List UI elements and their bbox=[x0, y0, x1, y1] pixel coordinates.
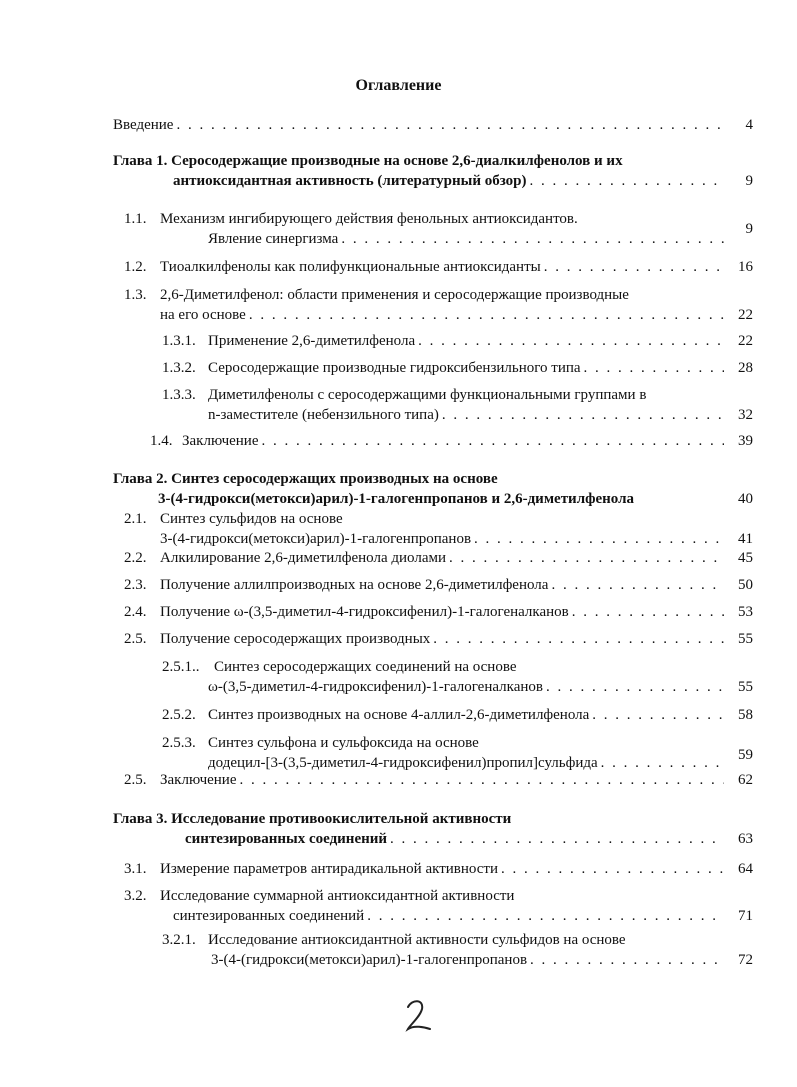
toc-page-number: 50 bbox=[738, 577, 753, 593]
dot-leader bbox=[449, 548, 724, 568]
toc-section-2-2[interactable] bbox=[124, 548, 753, 568]
section-title-line2: ω-(3,5-диметил-4-гидроксифенил)-1-галогеналканов bbox=[208, 679, 543, 695]
toc-section-2-5-3[interactable] bbox=[162, 733, 753, 773]
toc-section-2-5-1[interactable] bbox=[162, 657, 753, 697]
dot-leader bbox=[390, 829, 724, 849]
toc-page-number: 72 bbox=[738, 952, 753, 968]
toc-entry-text: Введение bbox=[113, 117, 174, 133]
toc-page-number: 28 bbox=[738, 360, 753, 376]
toc-section-2-5[interactable] bbox=[124, 629, 753, 649]
section-title-line1: Синтез серосодержащих соединений на основе bbox=[214, 659, 517, 675]
page-title: Оглавление bbox=[355, 77, 442, 94]
toc-section-1-3-2[interactable] bbox=[162, 358, 753, 378]
dot-leader bbox=[418, 331, 724, 351]
toc-section-3-2[interactable] bbox=[124, 886, 753, 926]
chapter-title-line1: Глава 2. Синтез серосодержащих производных на основе bbox=[113, 471, 498, 487]
section-number: 1.3.3. bbox=[162, 387, 196, 403]
section-title-line1: 2,6-Диметилфенол: области применения и серосодержащие производные bbox=[160, 287, 629, 303]
dot-leader bbox=[572, 602, 724, 622]
toc-section-2-1[interactable] bbox=[124, 509, 753, 549]
section-title-line1: Синтез сульфона и сульфоксида на основе bbox=[208, 735, 479, 751]
section-number: 2.1. bbox=[124, 511, 147, 527]
dot-leader bbox=[176, 115, 724, 135]
section-number: 2.5.3. bbox=[162, 735, 196, 751]
toc-section-3-1[interactable] bbox=[124, 859, 753, 879]
dot-leader bbox=[341, 229, 724, 249]
section-number: 2.5. bbox=[124, 772, 147, 788]
dot-leader bbox=[544, 257, 724, 277]
section-number: 1.3.1. bbox=[162, 333, 196, 349]
toc-section-3-2-1[interactable] bbox=[162, 930, 753, 970]
toc-page-number: 9 bbox=[745, 221, 753, 237]
toc-chapter-2[interactable] bbox=[113, 469, 753, 509]
dot-leader bbox=[442, 405, 724, 425]
dot-leader bbox=[592, 705, 724, 725]
section-title-line1: Диметилфенолы с серосодержащими функциональными группами в bbox=[208, 387, 647, 403]
dot-leader bbox=[530, 171, 724, 191]
section-title-line1: Механизм ингибирующего действия фенольных антиоксидантов. bbox=[160, 211, 578, 227]
section-number: 3.1. bbox=[124, 861, 147, 877]
section-title-line2: на его основе bbox=[160, 307, 246, 323]
section-title-line1: Исследование суммарной антиоксидантной активности bbox=[160, 888, 515, 904]
toc-page-number: 62 bbox=[738, 772, 753, 788]
toc-page-number: 64 bbox=[738, 861, 753, 877]
section-title-line2: n-заместителе (небензильного типа) bbox=[208, 407, 439, 423]
section-title: Получение серосодержащих производных bbox=[160, 631, 431, 647]
toc-page-number: 58 bbox=[738, 707, 753, 723]
section-title-line2: синтезированных соединений bbox=[173, 908, 365, 924]
dot-leader bbox=[530, 950, 724, 970]
section-number: 1.1. bbox=[124, 211, 147, 227]
toc-section-2-5-2[interactable] bbox=[162, 705, 753, 725]
section-number: 2.4. bbox=[124, 604, 147, 620]
section-number: 3.2.1. bbox=[162, 932, 196, 948]
section-title: Алкилирование 2,6-диметилфенола диолами bbox=[160, 550, 446, 566]
section-title: Получение ω-(3,5-диметил-4-гидроксифенил)-1-галогеналканов bbox=[160, 604, 569, 620]
toc-section-2-4[interactable] bbox=[124, 602, 753, 622]
section-title-line1: Исследование антиоксидантной активности сульфидов на основе bbox=[208, 932, 626, 948]
dot-leader bbox=[584, 358, 724, 378]
section-number: 1.2. bbox=[124, 259, 147, 275]
section-number: 2.5.2. bbox=[162, 707, 196, 723]
toc-section-1-3[interactable] bbox=[124, 285, 753, 325]
toc-section-1-1[interactable] bbox=[124, 209, 753, 249]
section-title-line1: Синтез сульфидов на основе bbox=[160, 511, 343, 527]
section-title: Заключение bbox=[182, 433, 259, 449]
toc-section-2-5-conclusion[interactable] bbox=[124, 770, 753, 790]
toc-page-number: 53 bbox=[738, 604, 753, 620]
toc-page-number: 22 bbox=[738, 307, 753, 323]
section-title-line2: 3-(4-гидрокси(метокси)арил)-1-галогенпропанов bbox=[160, 531, 472, 547]
toc-page-number: 22 bbox=[738, 333, 753, 349]
toc-entry-intro[interactable] bbox=[113, 115, 753, 135]
toc-page-number: 55 bbox=[738, 679, 753, 695]
handwritten-page-number-icon bbox=[400, 995, 440, 1035]
section-title: Измерение параметров антирадикальной активности bbox=[160, 861, 498, 877]
toc-section-2-3[interactable] bbox=[124, 575, 753, 595]
section-number: 1.4. bbox=[150, 433, 173, 449]
dot-leader bbox=[367, 906, 724, 926]
toc-page-number: 4 bbox=[745, 117, 753, 133]
section-number: 1.3.2. bbox=[162, 360, 196, 376]
chapter-title-line1: Глава 3. Исследование противоокислительной активности bbox=[113, 811, 512, 827]
section-title: Синтез производных на основе 4-аллил-2,6-диметилфенола bbox=[208, 707, 590, 723]
toc-page-number: 71 bbox=[738, 908, 753, 924]
section-number: 2.3. bbox=[124, 577, 147, 593]
toc-page-number: 63 bbox=[738, 831, 753, 847]
section-title-line2: 3-(4-(гидрокси(метокси)арил)-1-галогенпропанов bbox=[211, 952, 528, 968]
dot-leader bbox=[262, 431, 725, 451]
chapter-title-line2: 3-(4-гидрокси(метокси)арил)-1-галогенпропанов и 2,6-диметилфенола bbox=[158, 491, 635, 507]
section-title-line2: Явление синергизма bbox=[208, 231, 339, 247]
toc-page-number: 16 bbox=[738, 259, 753, 275]
toc-page-number: 40 bbox=[738, 491, 753, 507]
dot-leader bbox=[546, 677, 724, 697]
toc-page-number: 41 bbox=[738, 531, 753, 547]
toc-section-1-4[interactable] bbox=[150, 431, 753, 451]
toc-chapter-1[interactable] bbox=[113, 151, 753, 191]
chapter-title-line2: синтезированных соединений bbox=[185, 831, 388, 847]
section-number: 3.2. bbox=[124, 888, 147, 904]
dot-leader bbox=[474, 529, 724, 549]
section-number: 1.3. bbox=[124, 287, 147, 303]
section-number: 2.5. bbox=[124, 631, 147, 647]
section-title: Получение аллилпроизводных на основе 2,6-диметилфенола bbox=[160, 577, 549, 593]
section-title: Применение 2,6-диметилфенола bbox=[208, 333, 416, 349]
dot-leader bbox=[433, 629, 724, 649]
toc-page-number: 39 bbox=[738, 433, 753, 449]
section-number: 2.5.1.. bbox=[162, 659, 200, 675]
chapter-title-line1: Глава 1. Серосодержащие производные на основе 2,6-диалкилфенолов и их bbox=[113, 153, 623, 169]
toc-page-number: 59 bbox=[738, 747, 753, 763]
toc-chapter-3[interactable] bbox=[113, 809, 753, 849]
dot-leader bbox=[240, 770, 725, 790]
toc-section-1-2[interactable] bbox=[124, 257, 753, 277]
toc-section-1-3-3[interactable] bbox=[162, 385, 753, 425]
toc-page-number: 32 bbox=[738, 407, 753, 423]
dot-leader bbox=[551, 575, 724, 595]
section-title-line2: додецил-[3-(3,5-диметил-4-гидроксифенил)пропил]сульфида bbox=[208, 755, 598, 771]
section-number: 2.2. bbox=[124, 550, 147, 566]
section-title: Серосодержащие производные гидроксибензильного типа bbox=[208, 360, 581, 376]
dot-leader bbox=[501, 859, 724, 879]
chapter-title-line2: антиоксидантная активность (литературный обзор) bbox=[173, 173, 527, 189]
section-title: Тиоалкилфенолы как полифункциональные антиоксиданты bbox=[160, 259, 541, 275]
section-title: Заключение bbox=[160, 772, 237, 788]
toc-page-number: 55 bbox=[738, 631, 753, 647]
dot-leader bbox=[249, 305, 724, 325]
toc-page-number: 45 bbox=[738, 550, 753, 566]
toc-section-1-3-1[interactable] bbox=[162, 331, 753, 351]
toc-page-number: 9 bbox=[745, 173, 753, 189]
